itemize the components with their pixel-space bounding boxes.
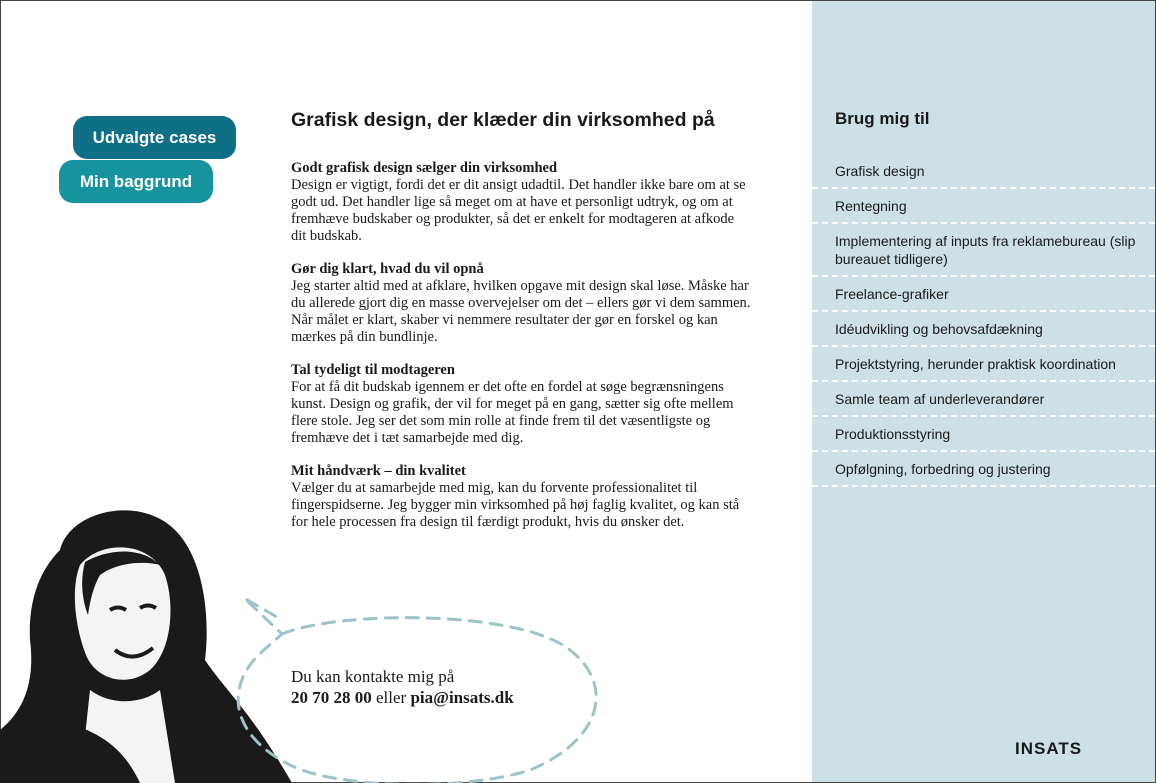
contact-joiner: eller <box>371 688 411 707</box>
section-body: For at få dit budskab igennem er det ofte en fordel at søge begrænsningens kunst. Design og grafik, der vil for meget på en gang, sætter sig ofte mellem flere stole. Jeg ser det som min rolle at finde frem til det væsentligste og fremhæve det i tæt samarbejde med dig. <box>291 379 734 446</box>
list-item: Produktionsstyring <box>812 417 1155 452</box>
content-sections <box>291 160 751 547</box>
sidebar <box>812 1 1155 782</box>
cases-button[interactable]: Udvalgte cases <box>73 116 236 159</box>
contact-line <box>291 687 514 708</box>
list-item: Projektstyring, herunder praktisk koordination <box>812 347 1155 382</box>
list-item: Opfølgning, forbedring og justering <box>812 452 1155 487</box>
services-list <box>812 154 1155 487</box>
section-title: Mit håndværk – din kvalitet <box>291 463 466 479</box>
section-title: Godt grafisk design sælger din virksomhed <box>291 160 558 176</box>
section-body: Vælger du at samarbejde med mig, kan du forvente professionalitet til fingerspidserne. Jeg bygger min virksomhed på høj faglig kvalitet, og kan stå for hele processen fra design til færdigt produkt, hvis du ønsker det. <box>291 480 740 530</box>
content-section <box>291 362 751 447</box>
page-heading: Grafisk design, der klæder din virksomhed på <box>291 109 715 131</box>
section-title: Gør dig klart, hvad du vil opnå <box>291 261 484 277</box>
contact-intro: Du kan kontakte mig på <box>291 667 455 686</box>
section-title: Tal tydeligt til modtageren <box>291 362 455 378</box>
content-section <box>291 160 751 245</box>
list-item: Grafisk design <box>812 154 1155 189</box>
contact-phone[interactable]: 20 70 28 00 <box>291 688 372 707</box>
contact-block <box>291 666 514 708</box>
sidebar-title: Brug mig til <box>835 109 930 128</box>
list-item: Rentegning <box>812 189 1155 224</box>
background-button[interactable]: Min baggrund <box>59 160 213 203</box>
list-item: Samle team af underleverandører <box>812 382 1155 417</box>
section-body: Design er vigtigt, fordi det er dit ansigt udadtil. Det handler ikke bare om at se godt ud. Det handler lige så meget om at have et personligt udtryk, og om at fremhæve budskaber og produkter, så det er enkelt for modtageren at afkode dit budskab. <box>291 177 746 244</box>
list-item: Idéudvikling og behovsafdækning <box>812 312 1155 347</box>
section-body: Jeg starter altid med at afklare, hvilken opgave mit design skal løse. Måske har du allerede gjort dig en masse overvejelser om det – ellers gør vi dem sammen. Når målet er klart, skaber vi nemmere resultater der gør en forskel og kan mærkes på din bundlinje. <box>291 278 751 345</box>
content-section <box>291 261 751 346</box>
contact-email[interactable]: pia@insats.dk <box>410 688 514 707</box>
content-section <box>291 463 751 531</box>
brand-logo: INSATS <box>1015 739 1083 758</box>
list-item: Freelance-grafiker <box>812 277 1155 312</box>
list-item: Implementering af inputs fra reklamebureau (slip bureauet tidligere) <box>812 224 1155 277</box>
